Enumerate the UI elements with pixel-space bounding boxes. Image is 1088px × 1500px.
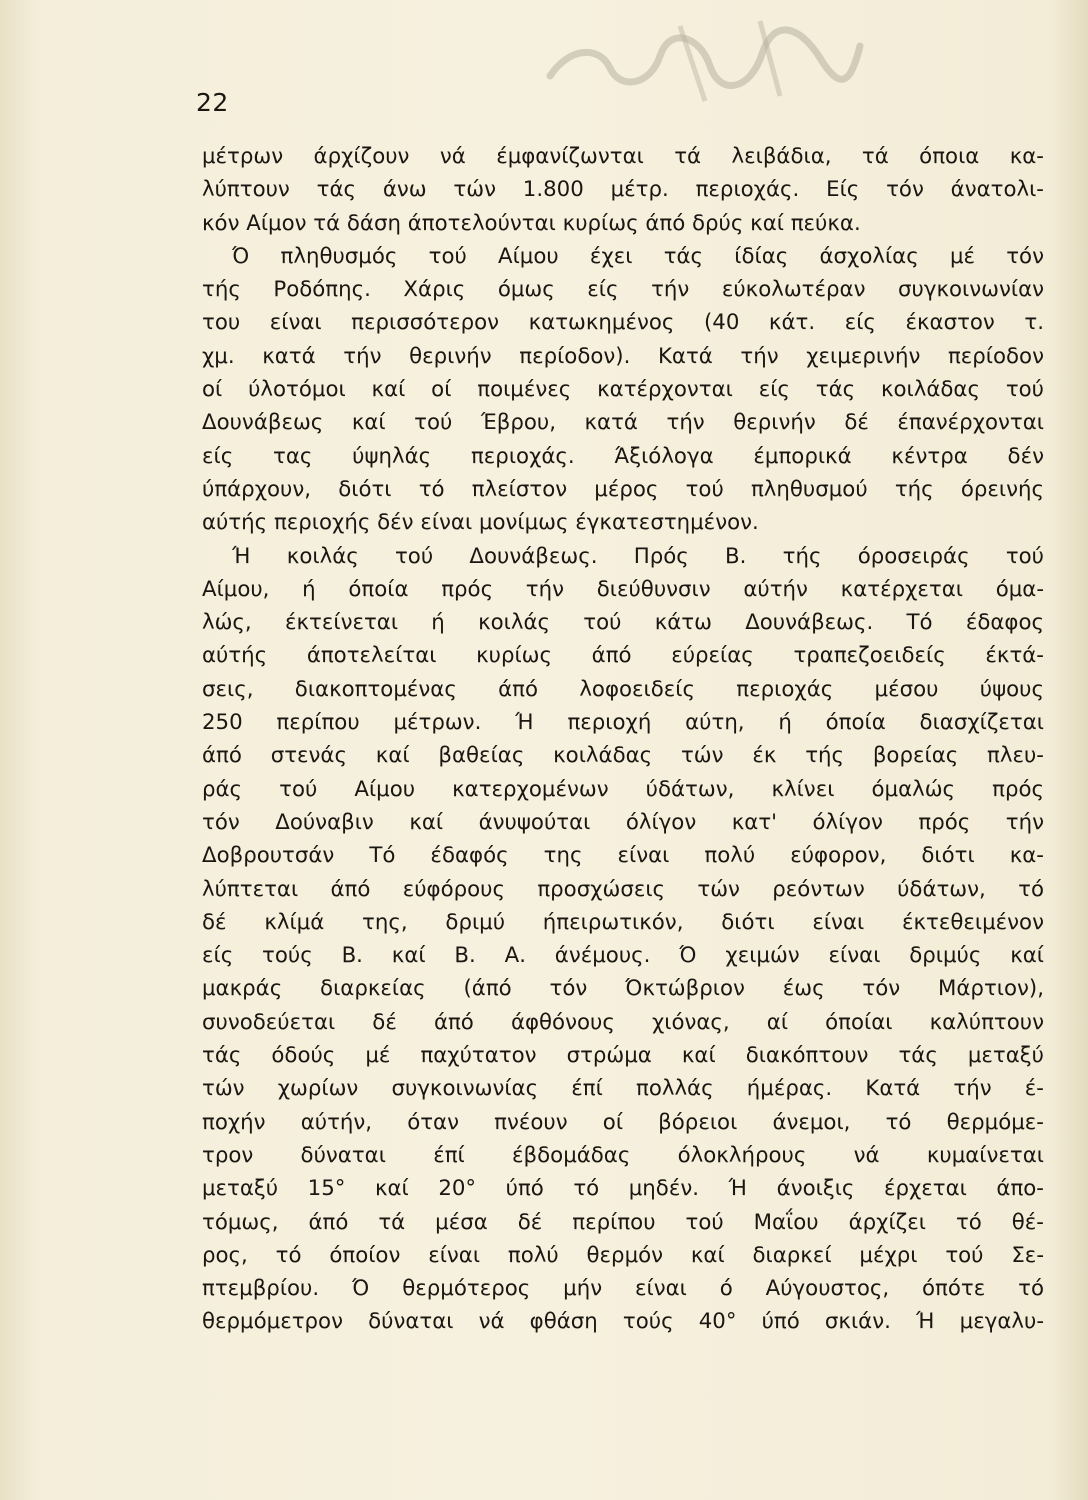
text-line: Αίμου, ή όποία πρός τήν διεύθυνσιν αύτήν κατέρχεται όμα- bbox=[202, 576, 1044, 602]
text-line: Δοβρουτσάν Τό έδαφός της είναι πολύ εύφορον, διότι κα- bbox=[202, 843, 1044, 869]
text-line: τάς όδούς μέ παχύτατον στρώμα καί διακόπτουν τάς μεταξύ bbox=[202, 1043, 1044, 1069]
text-line: είς τας ύψηλάς περιοχάς. Άξιόλογα έμπορικά κέντρα δέν bbox=[202, 443, 1044, 469]
text-line: αύτής περιοχής δέν είναι μονίμως έγκατεστημένον. bbox=[202, 510, 759, 536]
text-line: λώς, έκτείνεται ή κοιλάς τού κάτω Δουνάβεως. Τό έδαφος bbox=[202, 610, 1044, 636]
text-line: λύπτεται άπό εύφόρους προσχώσεις τών ρεόντων ύδάτων, τό bbox=[202, 876, 1044, 902]
text-line: μακράς διαρκείας (άπό τόν Όκτώβριον έως τόν Μάρτιον), bbox=[202, 976, 1044, 1002]
text-line: τρον δύναται έπί έβδομάδας όλοκλήρους νά κυμαίνεται bbox=[202, 1142, 1044, 1168]
text-line: ρος, τό όποίον είναι πολύ θερμόν καί διαρκεί μέχρι τού Σε- bbox=[202, 1242, 1044, 1268]
text-line: Δουνάβεως καί τού Έβρου, κατά τήν θερινήν δέ έπανέρχονται bbox=[202, 410, 1044, 436]
text-line: τόμως, άπό τά μέσα δέ περίπου τού Μαΐου άρχίζει τό θέ- bbox=[202, 1209, 1044, 1235]
text-line: οί ύλοτόμοι καί οί ποιμένες κατέρχονται είς τάς κοιλάδας τού bbox=[202, 377, 1044, 403]
body-text bbox=[202, 140, 1044, 1339]
page-number: 22 bbox=[196, 88, 229, 117]
text-line: ποχήν αύτήν, όταν πνέουν οί βόρειοι άνεμοι, τό θερμόμε- bbox=[202, 1109, 1044, 1135]
text-line: δέ κλίμά της, δριμύ ήπειρωτικόν, διότι είναι έκτεθειμένον bbox=[202, 909, 1044, 935]
text-line: είς τούς Β. καί Β. Α. άνέμους. Ό χειμών είναι δριμύς καί bbox=[202, 943, 1044, 969]
text-line: τόν Δούναβιν καί άνυψούται όλίγον κατ' όλίγον πρός τήν bbox=[202, 809, 1044, 835]
text-line: Ό πληθυσμός τού Αίμου έχει τάς ίδίας άσχολίας μέ τόν bbox=[232, 243, 1044, 269]
text-line: 250 περίπου μέτρων. Ή περιοχή αύτη, ή όποία διασχίζεται bbox=[202, 710, 1044, 736]
text-line: συνοδεύεται δέ άπό άφθόνους χιόνας, αί όποίαι καλύπτουν bbox=[202, 1009, 1044, 1035]
text-line: χμ. κατά τήν θερινήν περίοδον). Κατά τήν χειμερινήν περίοδον bbox=[202, 343, 1044, 369]
text-line: πτεμβρίου. Ό θερμότερος μήν είναι ό Αύγουστος, όπότε τό bbox=[202, 1276, 1044, 1302]
signature-scribble-icon bbox=[530, 6, 870, 116]
text-line: σεις, διακοπτομένας άπό λοφοειδείς περιοχάς μέσου ύψους bbox=[202, 676, 1044, 702]
handwritten-signature-mark bbox=[530, 6, 870, 116]
text-line: άπό στενάς καί βαθείας κοιλάδας τών έκ τής βορείας πλευ- bbox=[202, 743, 1044, 769]
text-line: του είναι περισσότερον κατωκημένος (40 κάτ. είς έκαστον τ. bbox=[202, 310, 1044, 336]
text-line: ύπάρχουν, διότι τό πλείστον μέρος τού πληθυσμού τής όρεινής bbox=[202, 476, 1044, 502]
text-line: τής Ροδόπης. Χάρις όμως είς τήν εύκολωτέραν συγκοινωνίαν bbox=[202, 277, 1044, 303]
text-line: ράς τού Αίμου κατερχομένων ύδάτων, κλίνει όμαλώς πρός bbox=[202, 776, 1044, 802]
text-line: αύτής άποτελείται κυρίως άπό εύρείας τραπεζοειδείς έκτά- bbox=[202, 643, 1044, 669]
text-line: λύπτουν τάς άνω τών 1.800 μέτρ. περιοχάς. Είς τόν άνατολι- bbox=[202, 177, 1044, 203]
section-heading-line: Ή κοιλάς τού Δουνάβεως. Πρός Β. τής όροσειράς τού bbox=[232, 543, 1044, 569]
text-line: θερμόμετρον δύναται νά φθάση τούς 40° ύπό σκιάν. Ή μεγαλυ- bbox=[202, 1309, 1044, 1335]
text-line: τών χωρίων συγκοινωνίας έπί πολλάς ήμέρας. Κατά τήν έ- bbox=[202, 1076, 1044, 1102]
text-line: κόν Αίμον τά δάση άποτελούνται κυρίως άπό δρύς καί πεύκα. bbox=[202, 210, 861, 236]
text-line: μέτρων άρχίζουν νά έμφανίζωνται τά λειβάδια, τά όποια κα- bbox=[202, 144, 1044, 169]
text-line: μεταξύ 15° καί 20° ύπό τό μηδέν. Ή άνοιξις έρχεται άπο- bbox=[202, 1176, 1044, 1202]
